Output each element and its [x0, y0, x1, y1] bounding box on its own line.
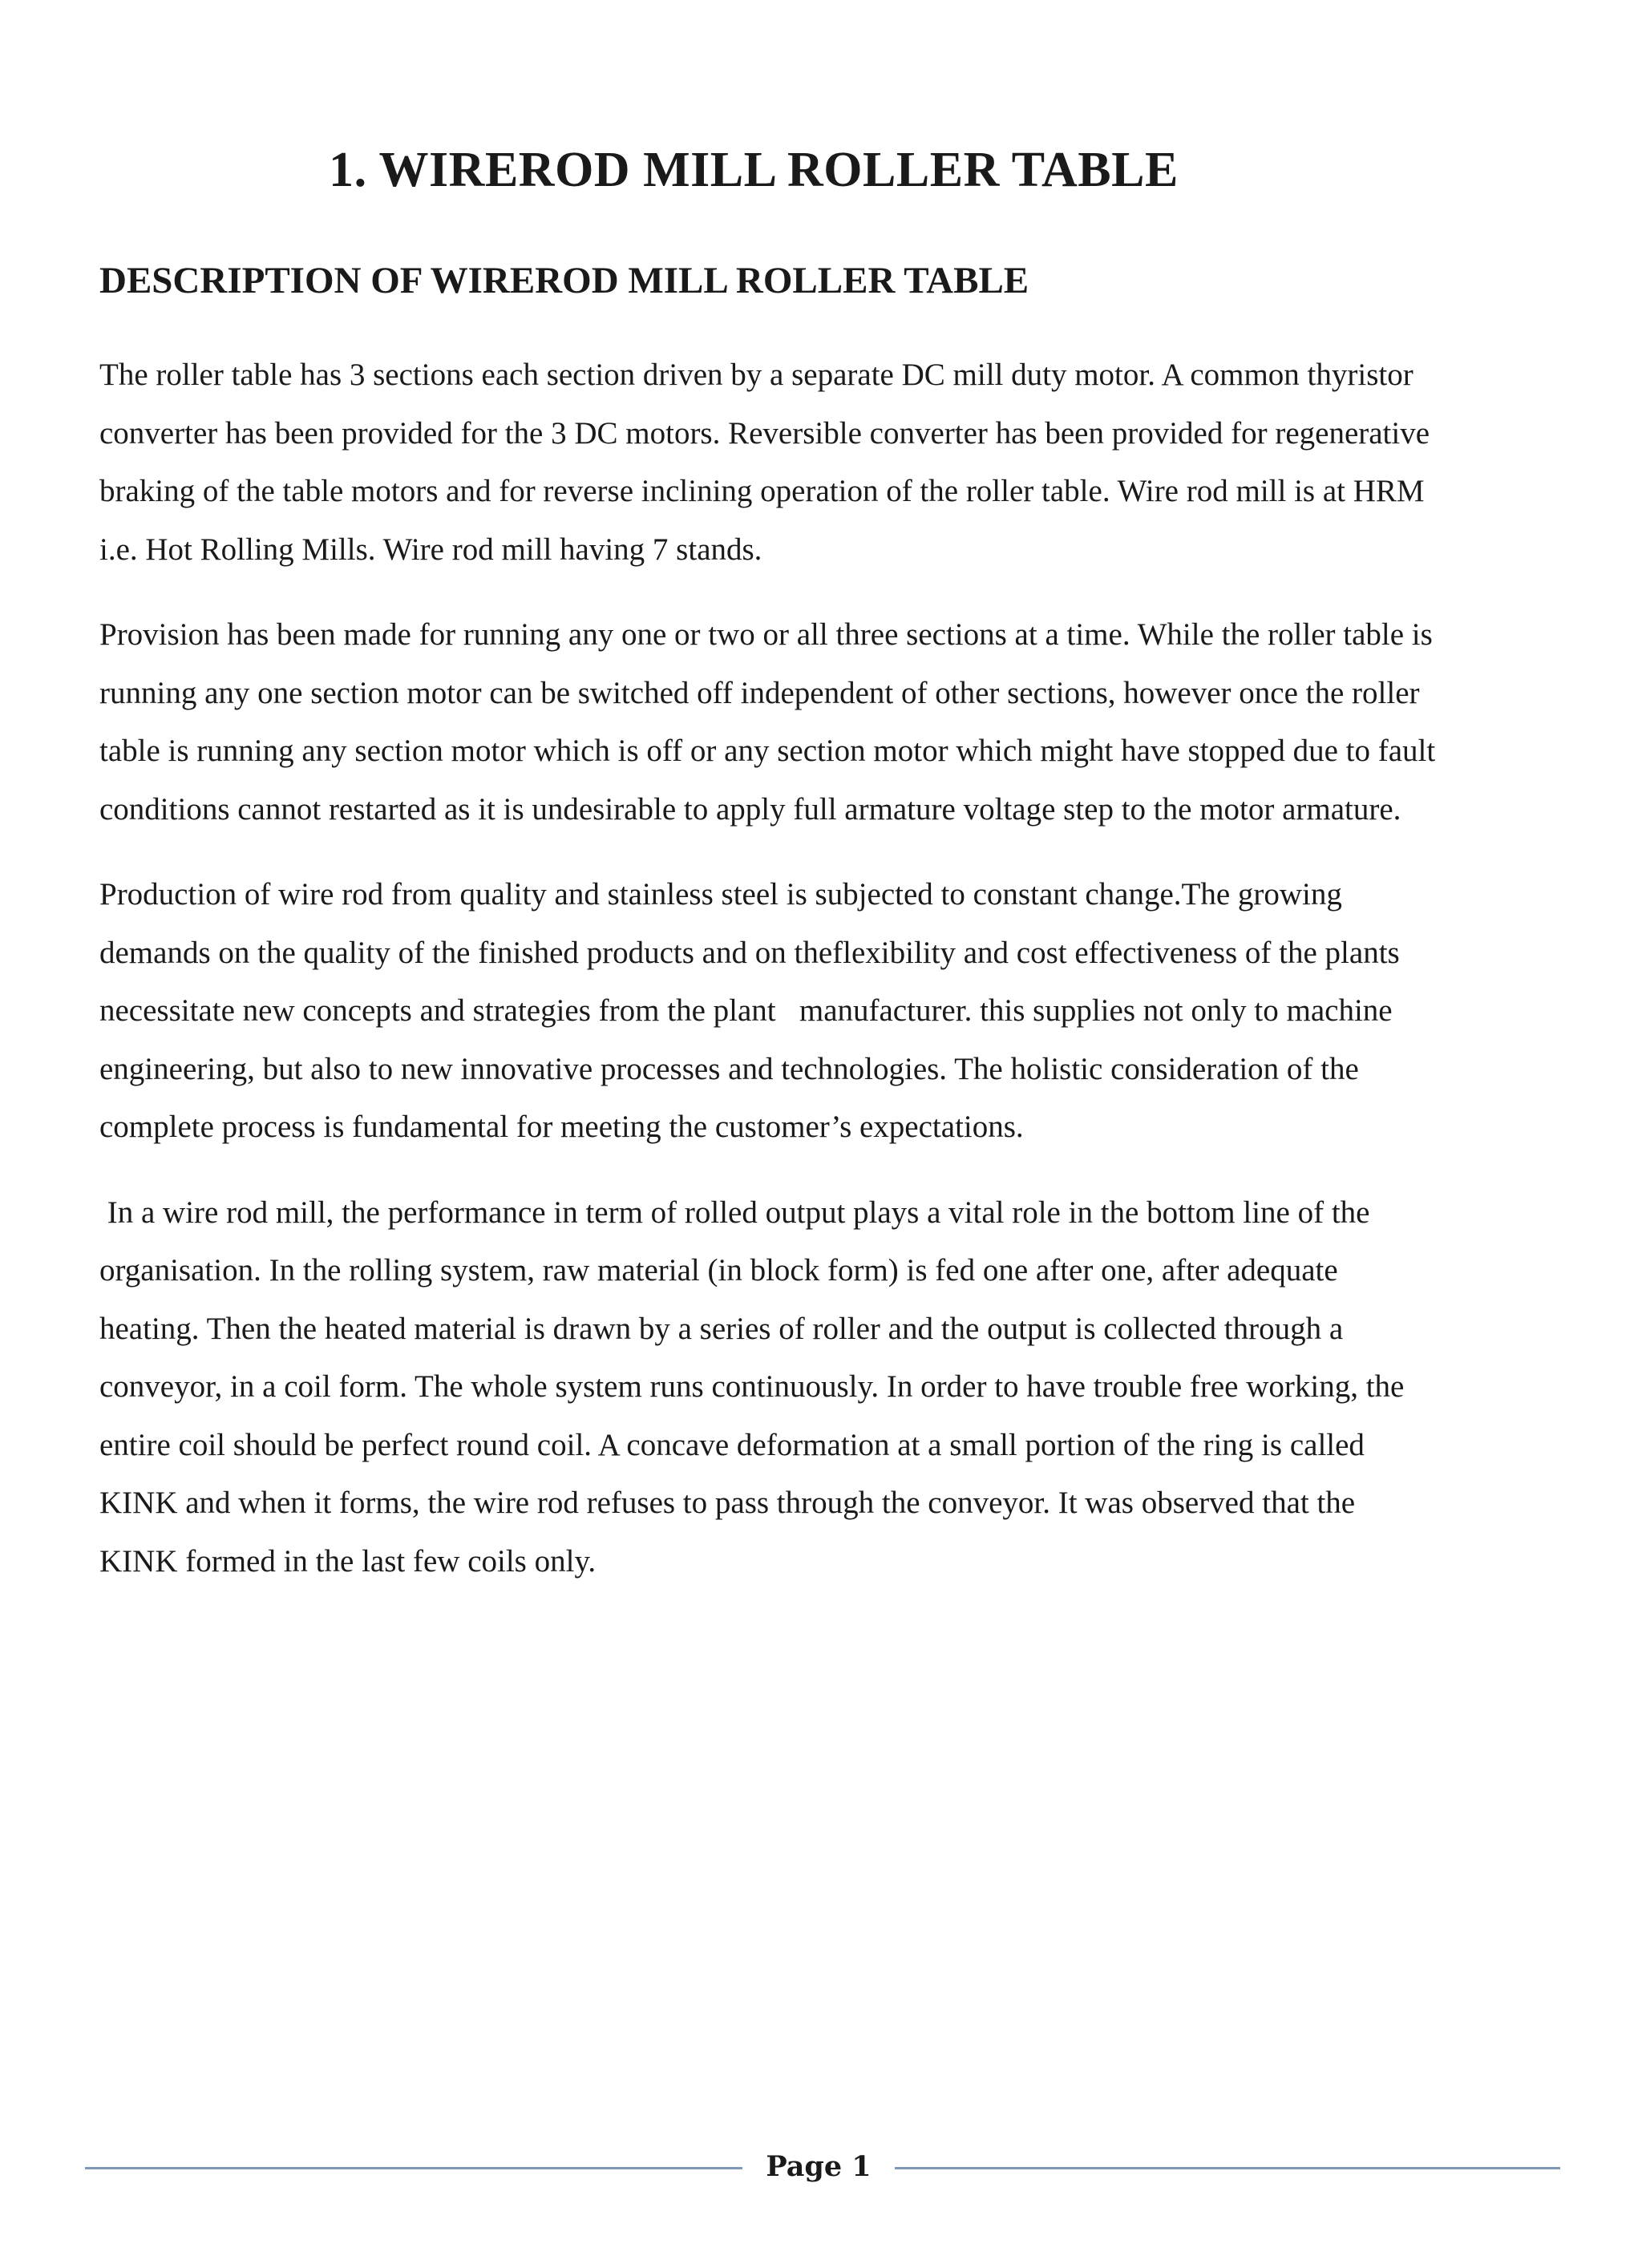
footer-rule-left — [85, 2167, 742, 2169]
paragraph-production-demands: Production of wire rod from quality and stainless steel is subjected to constant change.The growing demands on the quality of the finished products and on theflexibility and cost effectiveness of the plants necessitate new concepts and strategies from the plant manufacturer. this supplies not only to machine engineering, but also to new innovative processes and technologies. The holistic consideration of the complete process is fundamental for meeting the customer’s expectations. — [99, 877, 1400, 1144]
section-heading: DESCRIPTION OF WIREROD MILL ROLLER TABLE — [99, 260, 1029, 301]
page-footer — [85, 2147, 1560, 2187]
page-number: Page 1 — [766, 2150, 872, 2183]
body-text — [99, 346, 1543, 1618]
paragraph-section-provision: Provision has been made for running any one or two or all three sections at a time. While the roller table is running any one section motor can be switched off independent of other sections, however once the roller table is running any section motor which is off or any section motor which might have stopped due to fault conditions cannot restarted as it is undesirable to apply full armature voltage step to the motor armature. — [99, 617, 1436, 827]
paragraph-roller-table-sections: The roller table has 3 sections each section driven by a separate DC mill duty motor. A common thyristor converter has been provided for the 3 DC motors. Reversible converter has been provided for regenerative braking of the table motors and for reverse inclining operation of the roller table. Wire rod mill is at HRM i.e. Hot Rolling Mills. Wire rod mill having 7 stands. — [99, 358, 1430, 567]
chapter-title: 1. WIREROD MILL ROLLER TABLE — [329, 143, 1179, 197]
paragraph-kink-formation: In a wire rod mill, the performance in term of rolled output plays a vital role in the bottom line of the organisation. In the rolling system, raw material (in block form) is fed one after one, after adequate heating. Then the heated material is drawn by a series of roller and the output is collected through a conveyor, in a coil form. The whole system runs continuously. In order to have trouble free working, the entire coil should be perfect round coil. A concave deformation at a small portion of the ring is called KINK and when it forms, the wire rod refuses to pass through the conveyor. It was observed that the KINK formed in the last few coils only. — [99, 1195, 1405, 1579]
footer-rule-right — [895, 2167, 1560, 2169]
